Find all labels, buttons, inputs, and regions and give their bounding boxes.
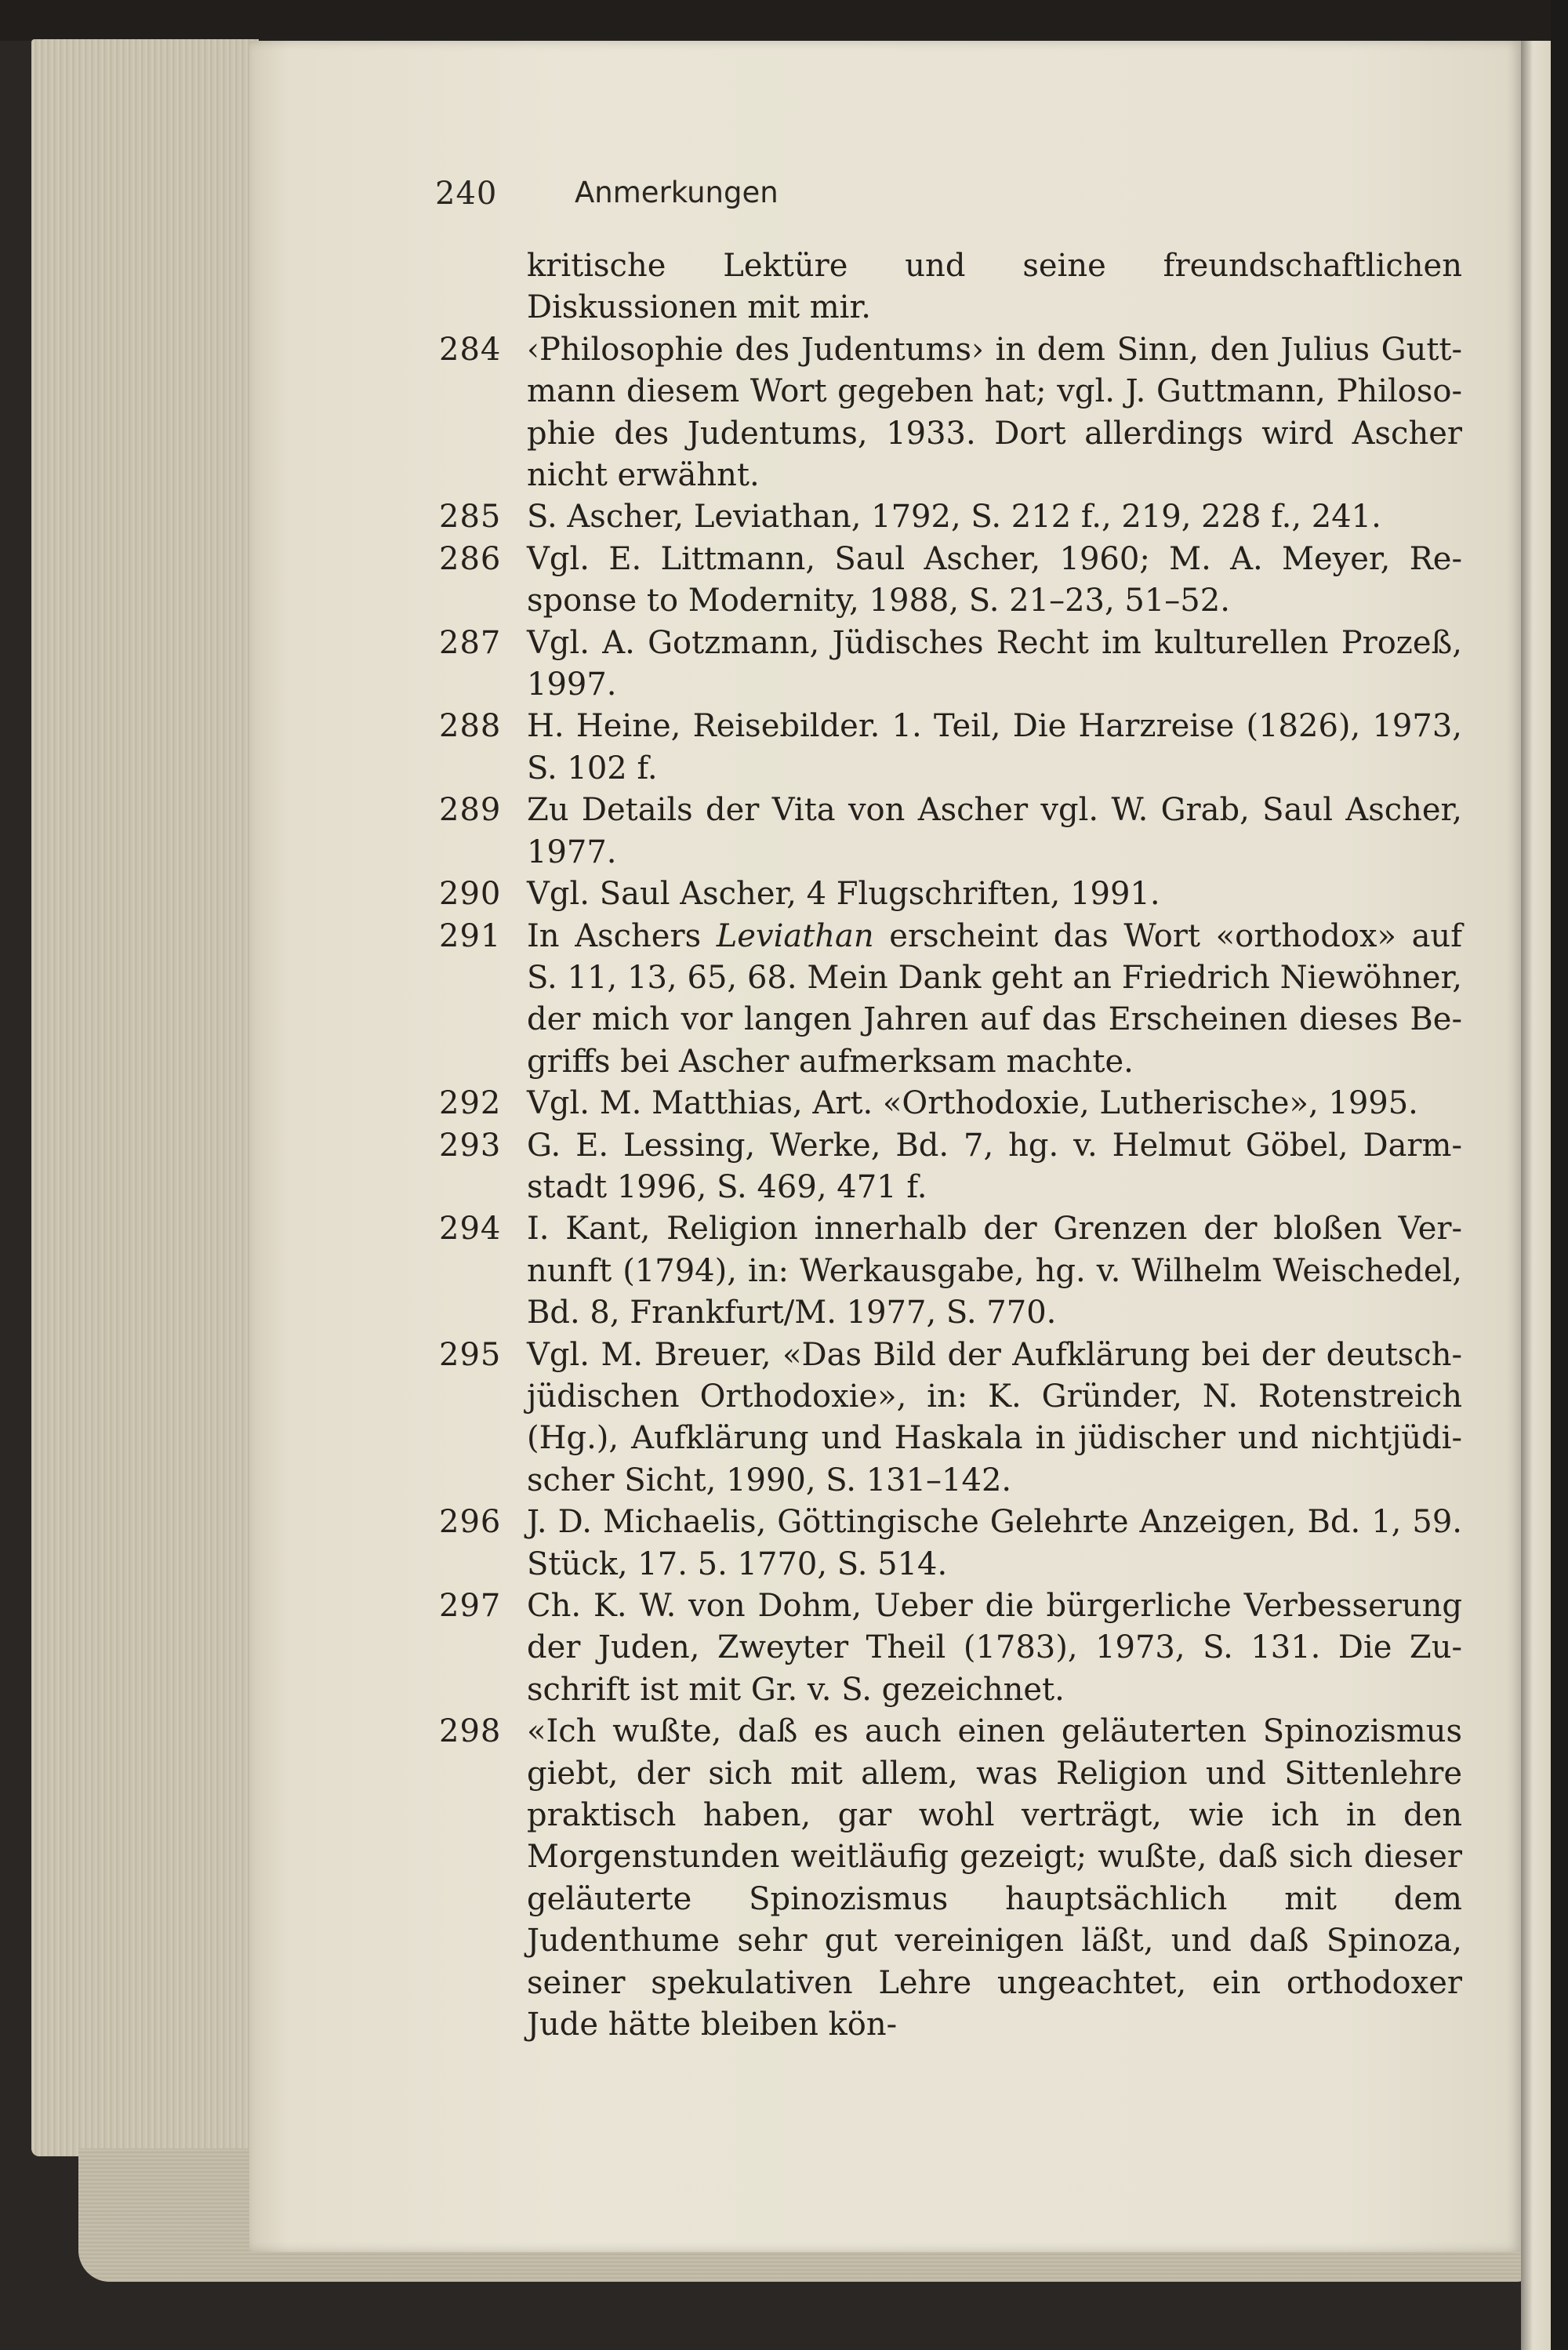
note-number: 290	[439, 876, 502, 913]
note-text-part: erscheint das Wort «orthodox» auf S. 11, 13, 65, 68. Mein Dank geht an Friedrich Niewöhner, der mich vor langen Jahren auf das Erscheinen dieses Begriffs bei Ascher aufmerksam machte.	[527, 917, 1462, 1080]
note-number: 296	[439, 1504, 502, 1541]
note-text: ‹Philosophie des Judentums› in dem Sinn, den Julius Guttmann diesem Wort gegeben hat; vgl. J. Guttmann, Philosophie des Judentums, 1933. Dort allerdings wird Ascher nicht erwähnt.	[527, 331, 1462, 494]
note-number: 295	[439, 1336, 502, 1373]
note-text: I. Kant, Religion innerhalb der Grenzen der bloßen Vernunft (1794), in: Werkausgabe, hg. v. Wilhelm Weischedel, Bd. 8, Frankfurt/M. 1977, S. 770.	[527, 1211, 1462, 1331]
note-text: H. Heine, Reisebilder. 1. Teil, Die Harzreise (1826), 1973, S. 102 f.	[527, 708, 1462, 786]
note-number: 292	[439, 1085, 502, 1122]
page-number: 240	[435, 176, 498, 212]
note-number: 287	[439, 624, 502, 661]
note-number: 288	[439, 708, 502, 745]
note-290	[439, 874, 1462, 915]
note-295	[439, 1335, 1462, 1502]
page-title: Anmerkungen	[575, 176, 779, 209]
note-text	[527, 916, 1462, 1084]
note-text: Zu Details der Vita von Ascher vgl. W. Grab, Saul Ascher, 1977.	[527, 792, 1462, 870]
note-294	[439, 1208, 1462, 1334]
running-header	[435, 176, 779, 212]
note-296	[439, 1502, 1462, 1585]
endnotes-list	[439, 245, 1462, 2046]
note-number: 286	[439, 540, 502, 577]
note-continuation	[439, 245, 1462, 329]
note-293	[439, 1125, 1462, 1209]
page-edges-left	[31, 39, 259, 2156]
note-number: 298	[439, 1713, 502, 1750]
note-text: Vgl. M. Matthias, Art. «Orthodoxie, Lutherische», 1995.	[527, 1085, 1418, 1122]
note-number: 297	[439, 1588, 502, 1624]
italic-title: Leviathan	[716, 917, 874, 954]
scanner-background	[0, 0, 1568, 41]
note-text: Vgl. M. Breuer, «Das Bild der Aufklärung bei der deutschjüdischen Orthodoxie», in: K. Gründer, N. Rotenstreich (Hg.), Aufklärung und Haskala in jüdischer und nichtjüdischer Sicht, 1990, S. 131–142.	[527, 1336, 1462, 1498]
note-291	[439, 916, 1462, 1084]
note-286	[439, 539, 1462, 623]
note-number: 293	[439, 1127, 502, 1164]
note-text: Vgl. E. Littmann, Saul Ascher, 1960; M. A. Meyer, Response to Modernity, 1988, S. 21–23, 51–52.	[527, 540, 1462, 619]
scanner-background-right	[1551, 0, 1568, 2350]
note-number: 294	[439, 1211, 502, 1248]
note-text: G. E. Lessing, Werke, Bd. 7, hg. v. Helmut Göbel, Darmstadt 1996, S. 469, 471 f.	[527, 1127, 1462, 1205]
note-297	[439, 1585, 1462, 1711]
note-text: «Ich wußte, daß es auch einen geläuterten Spinozismus giebt, der sich mit allem, was Religion und Sittenlehre praktisch haben, gar wohl verträgt, wie ich in den Morgenstunden weitläufig gezeigt; wußte, daß sich dieser geläuterte Spinozismus hauptsächlich mit dem Judenthume sehr gut vereinigen läßt, und daß Spinoza, seiner spekulativen Lehre ungeachtet, ein orthodoxer Jude hätte bleiben kön-	[527, 1713, 1462, 2043]
note-text: kritische Lektüre und seine freundschaftlichen Diskussionen mit mir.	[527, 248, 1462, 326]
page-edge-right	[1521, 41, 1551, 2350]
note-number: 285	[439, 499, 502, 536]
note-number: 284	[439, 331, 502, 368]
note-284	[439, 329, 1462, 497]
note-285	[439, 496, 1462, 538]
note-text-part: In Aschers	[527, 917, 717, 954]
note-292	[439, 1083, 1462, 1124]
note-text: S. Ascher, Leviathan, 1792, S. 212 f., 219, 228 f., 241.	[527, 499, 1381, 536]
note-288	[439, 706, 1462, 790]
note-text: Vgl. A. Gotzmann, Jüdisches Recht im kulturellen Prozeß, 1997.	[527, 624, 1462, 703]
note-text: J. D. Michaelis, Göttingische Gelehrte Anzeigen, Bd. 1, 59. Stück, 17. 5. 1770, S. 514.	[527, 1504, 1462, 1582]
note-text: Vgl. Saul Ascher, 4 Flugschriften, 1991.	[527, 876, 1160, 913]
note-number: 291	[439, 917, 502, 954]
note-298	[439, 1711, 1462, 2046]
note-289	[439, 790, 1462, 874]
note-text: Ch. K. W. von Dohm, Ueber die bürgerliche Verbesserung der Juden, Zweyter Theil (1783), 1973, S. 131. Die Zuschrift ist mit Gr. v. S. gezeichnet.	[527, 1588, 1462, 1708]
note-number: 289	[439, 792, 502, 829]
note-287	[439, 623, 1462, 706]
